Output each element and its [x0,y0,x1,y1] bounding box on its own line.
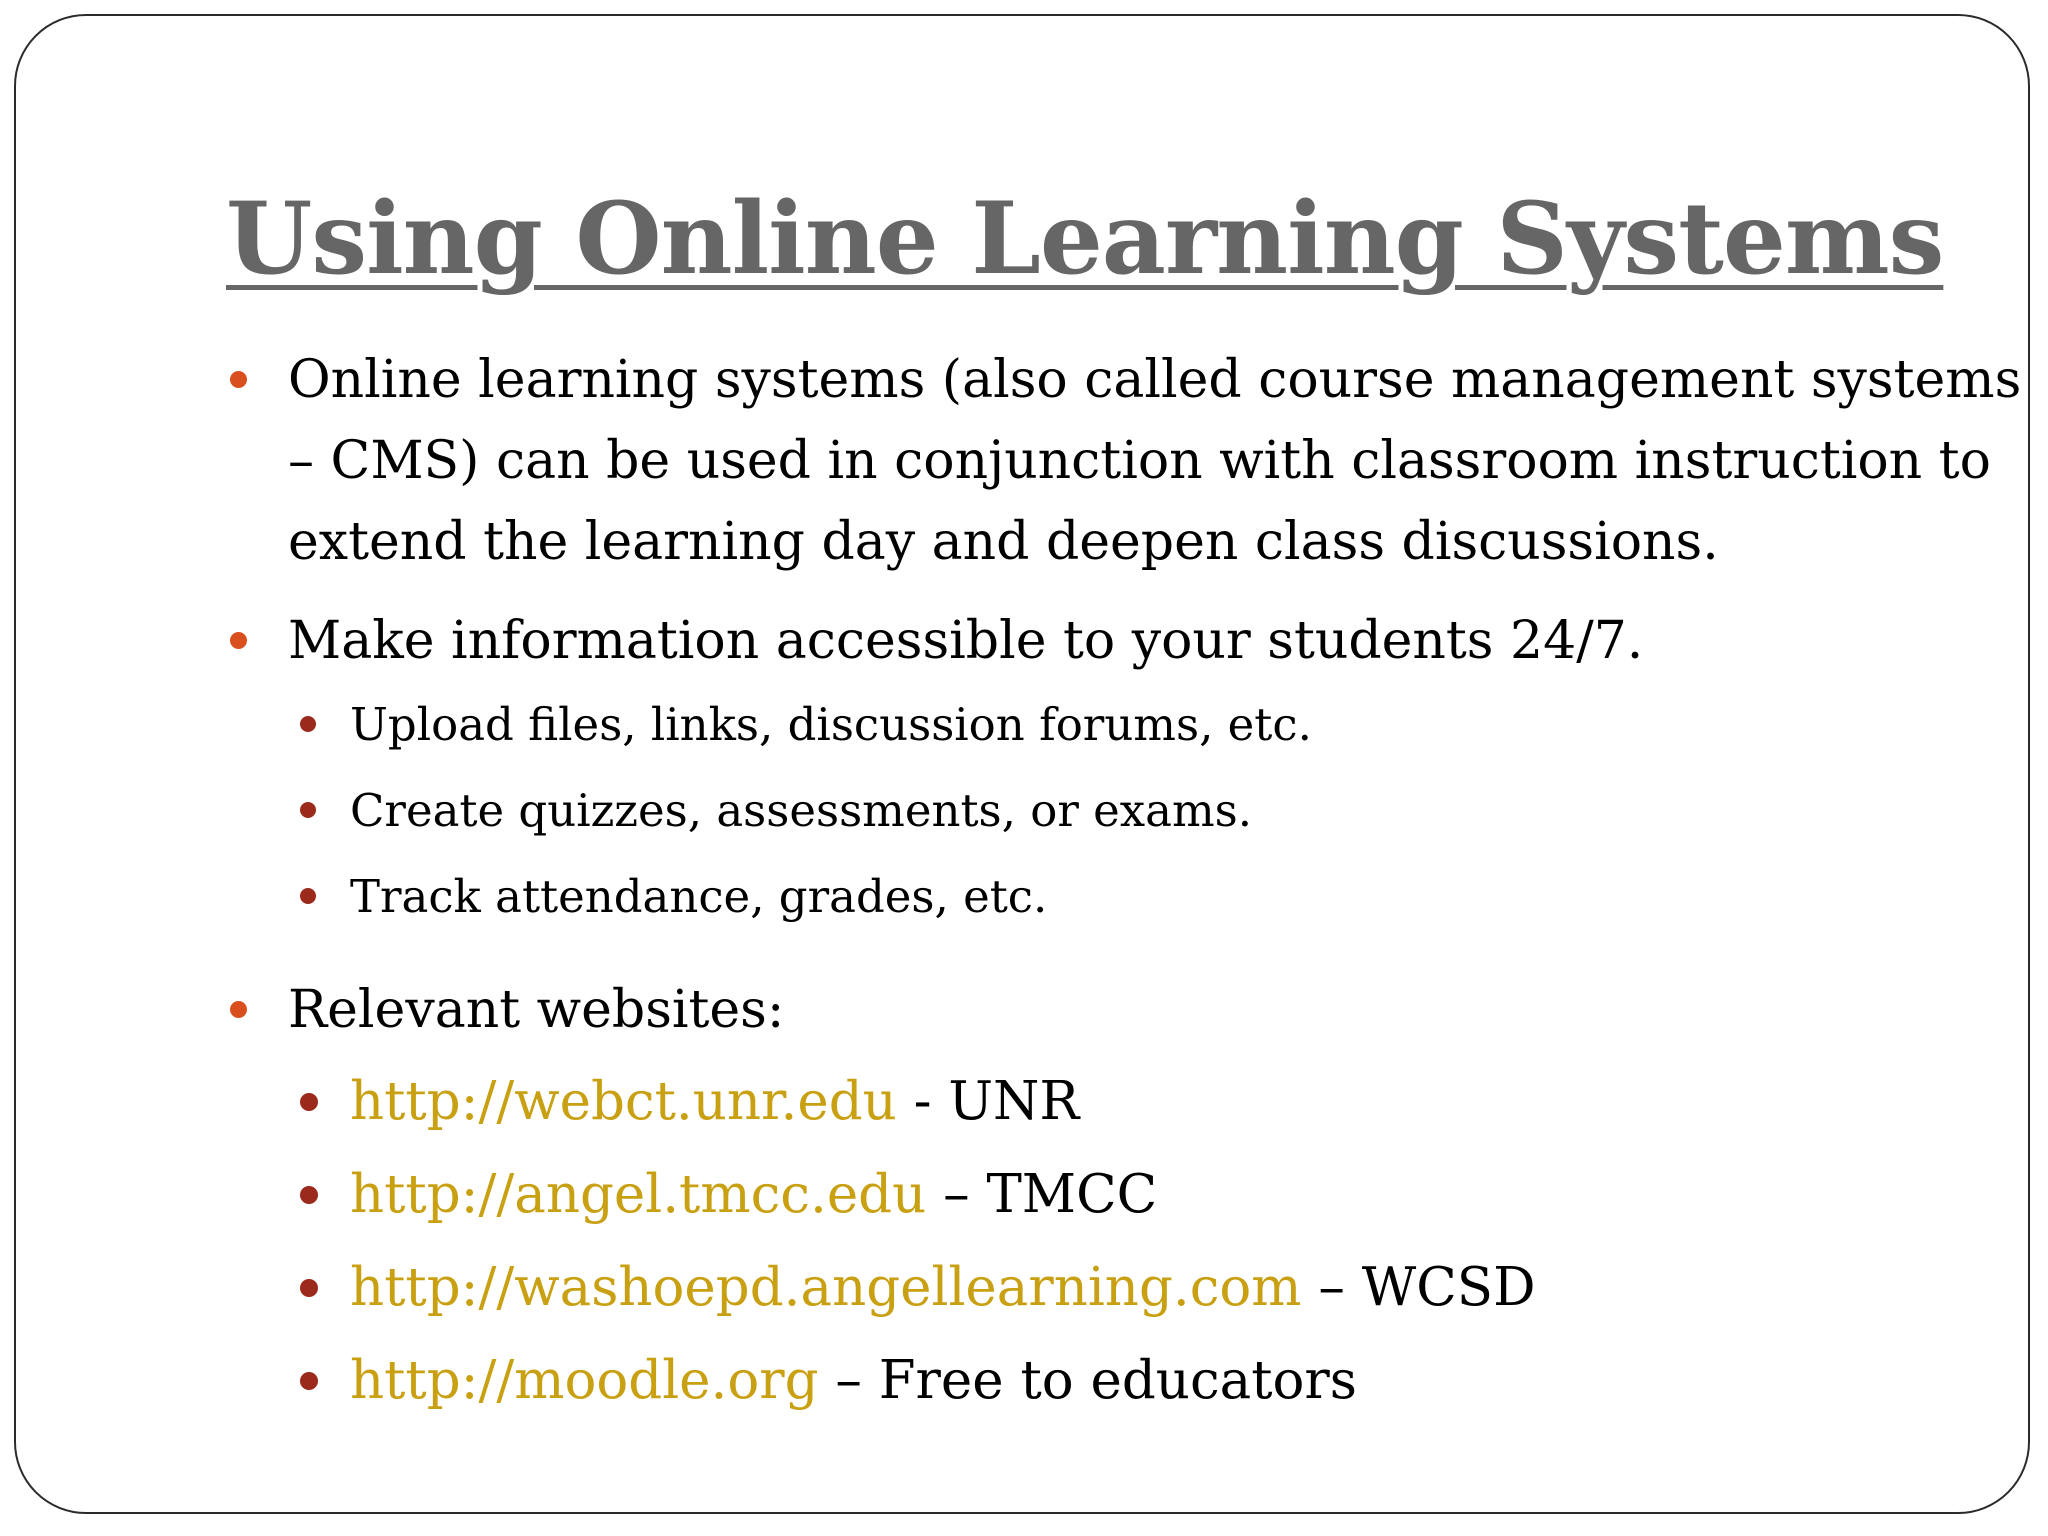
bullet-text: Relevant websites: [288,980,785,1040]
bullet-dot-icon [300,888,316,904]
bullet-text: Make information accessible to your students 24/7. [288,611,1644,671]
site-item-angel [226,1148,1916,1241]
bullet-dot-icon [300,1093,318,1111]
bullet-line: extend the learning day and deepen class discussions. [288,512,1719,572]
bullet-line: Online learning systems (also called course management systems [288,350,2022,410]
bullet-dot-icon [300,716,316,732]
sub-bullet-text: Track attendance, grades, etc. [350,870,1048,923]
bullet-relevant-websites [226,970,1916,1051]
bullet-accessible [226,601,1916,682]
site-description: – TMCC [926,1164,1158,1225]
sub-bullet-upload [226,682,1916,768]
link-angel[interactable]: http://angel.tmcc.edu [350,1164,927,1225]
site-description: - UNR [896,1071,1080,1132]
sub-list-websites [226,1055,1916,1427]
bullet-dot-icon [300,1186,318,1204]
sub-bullet-track [226,854,1916,940]
bullet-dot-icon [300,802,316,818]
bullet-dot-icon [230,1001,247,1018]
site-description: – Free to educators [818,1350,1357,1411]
link-webct[interactable]: http://webct.unr.edu [350,1071,897,1132]
sub-bullet-text: Create quizzes, assessments, or exams. [350,784,1253,837]
site-description: – WCSD [1301,1257,1536,1318]
bullet-dot-icon [230,371,247,388]
bullet-dot-icon [230,632,247,649]
sub-list-features [226,682,1916,940]
site-item-washoepd [226,1241,1916,1334]
link-moodle[interactable]: http://moodle.org [350,1350,819,1411]
slide-content [226,340,2022,1427]
site-item-moodle [226,1334,1916,1427]
bullet-online-learning [226,340,2022,583]
sub-bullet-quizzes [226,768,1916,854]
bullet-dot-icon [300,1372,318,1390]
site-item-webct [226,1055,1916,1148]
bullet-dot-icon [300,1279,318,1297]
slide-title: Using Online Learning Systems [226,181,1944,297]
bullet-line: – CMS) can be used in conjunction with classroom instruction to [288,431,1991,491]
sub-bullet-text: Upload files, links, discussion forums, etc. [350,698,1312,751]
link-washoepd[interactable]: http://washoepd.angellearning.com [350,1257,1302,1318]
